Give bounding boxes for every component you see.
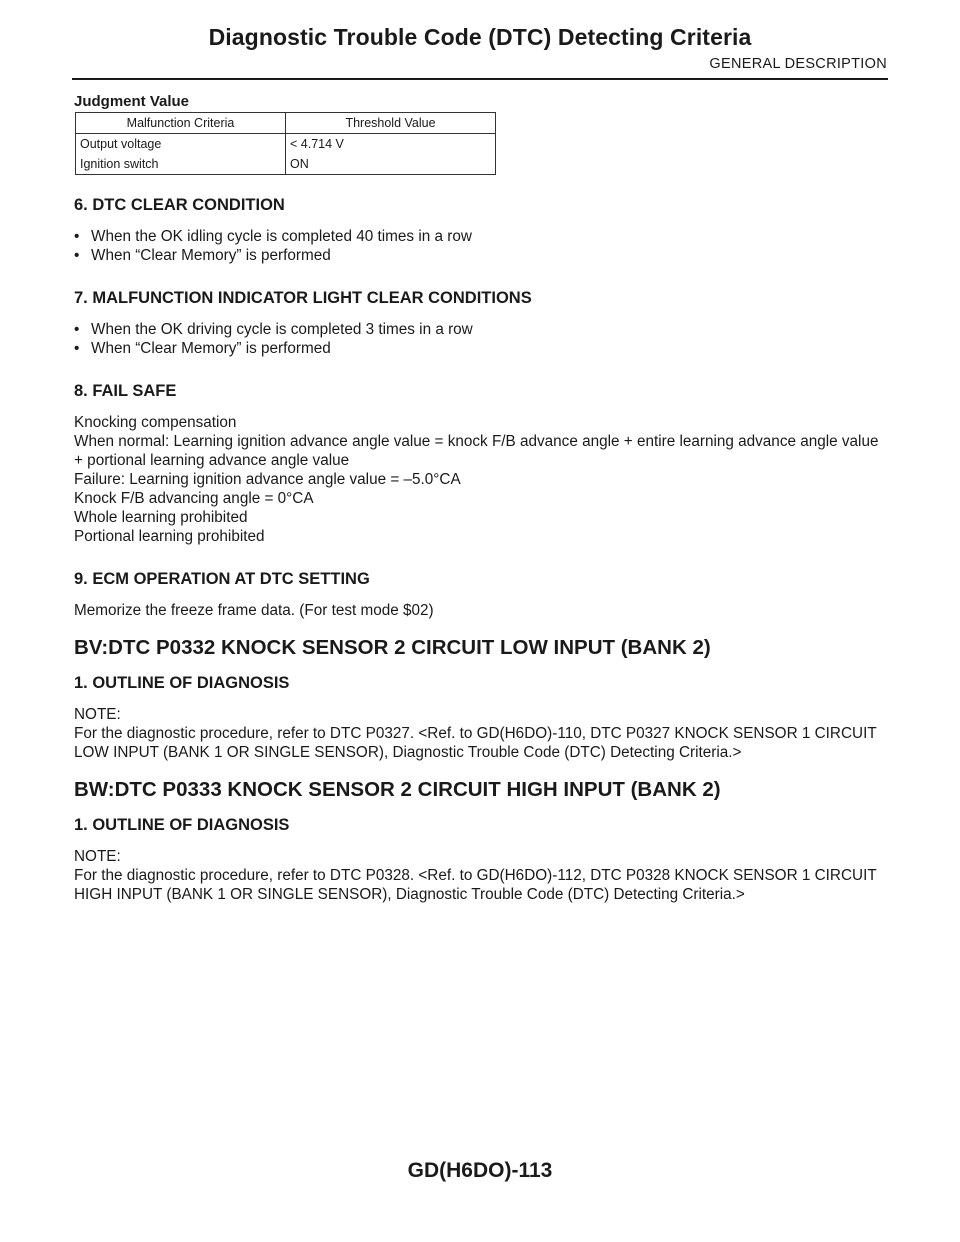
list-item-text: When “Clear Memory” is performed (91, 340, 331, 357)
bullet-icon: • (74, 321, 80, 338)
section-heading: 1. OUTLINE OF DIAGNOSIS (74, 674, 290, 692)
column-header: Malfunction Criteria (76, 113, 286, 134)
note-label: NOTE: (74, 848, 121, 865)
section-subtitle: GENERAL DESCRIPTION (709, 56, 887, 72)
paragraph-line: Portional learning prohibited (74, 528, 265, 545)
paragraph-line: Knock F/B advancing angle = 0°CA (74, 490, 314, 507)
list-item-text: When the OK idling cycle is completed 40 times in a row (91, 228, 472, 245)
dtc-heading: BW:DTC P0333 KNOCK SENSOR 2 CIRCUIT HIGH INPUT (BANK 2) (74, 778, 721, 801)
table-cell: < 4.714 V (286, 134, 496, 155)
list-item (74, 320, 888, 339)
table-cell: ON (286, 154, 496, 175)
note-text: For the diagnostic procedure, refer to DTC P0328. <Ref. to GD(H6DO)-112, DTC P0328 KNOCK SENSOR 1 CIRCUIT HIGH INPUT (BANK 1 OR SINGLE SENSOR), Diagnostic Trouble Code (DTC) Detecting Criteria.> (74, 867, 877, 903)
header-divider (72, 78, 888, 80)
bullet-icon: • (74, 247, 80, 264)
judgment-value-table (75, 112, 496, 175)
paragraph-line: When normal: Learning ignition advance angle value = knock F/B advance angle + entire learning advance angle value + portional learning advance angle value (74, 433, 879, 469)
note-text: For the diagnostic procedure, refer to DTC P0327. <Ref. to GD(H6DO)-110, DTC P0327 KNOCK SENSOR 1 CIRCUIT LOW INPUT (BANK 1 OR SINGLE SENSOR), Diagnostic Trouble Code (DTC) Detecting Criteria.> (74, 725, 877, 761)
table-row (76, 134, 496, 155)
note-label: NOTE: (74, 706, 121, 723)
section-heading: 7. MALFUNCTION INDICATOR LIGHT CLEAR CONDITIONS (74, 289, 532, 307)
judgment-value-heading: Judgment Value (74, 93, 190, 110)
section-heading: 9. ECM OPERATION AT DTC SETTING (74, 570, 370, 588)
paragraph-line: Whole learning prohibited (74, 509, 248, 526)
document-body (74, 93, 888, 904)
bullet-icon: • (74, 228, 80, 245)
list-item (74, 339, 888, 358)
list-item (74, 246, 888, 265)
paragraph-line: Failure: Learning ignition advance angle value = –5.0°CA (74, 471, 461, 488)
table-cell: Output voltage (76, 134, 286, 155)
dtc-heading: BV:DTC P0332 KNOCK SENSOR 2 CIRCUIT LOW INPUT (BANK 2) (74, 636, 711, 659)
list-item (74, 227, 888, 246)
section-heading: 6. DTC CLEAR CONDITION (74, 196, 285, 214)
bullet-icon: • (74, 340, 80, 357)
paragraph-line: Knocking compensation (74, 414, 237, 431)
table-row (76, 154, 496, 175)
section-heading: 8. FAIL SAFE (74, 382, 177, 400)
page-number: GD(H6DO)-113 (407, 1159, 553, 1182)
list-item-text: When “Clear Memory” is performed (91, 247, 331, 264)
table-header-row (76, 113, 496, 134)
page-title: Diagnostic Trouble Code (DTC) Detecting Criteria (208, 24, 752, 50)
section-heading: 1. OUTLINE OF DIAGNOSIS (74, 816, 290, 834)
table-cell: Ignition switch (76, 154, 286, 175)
column-header: Threshold Value (286, 113, 496, 134)
paragraph: Memorize the freeze frame data. (For test mode $02) (74, 602, 434, 619)
list-item-text: When the OK driving cycle is completed 3 times in a row (91, 321, 473, 338)
